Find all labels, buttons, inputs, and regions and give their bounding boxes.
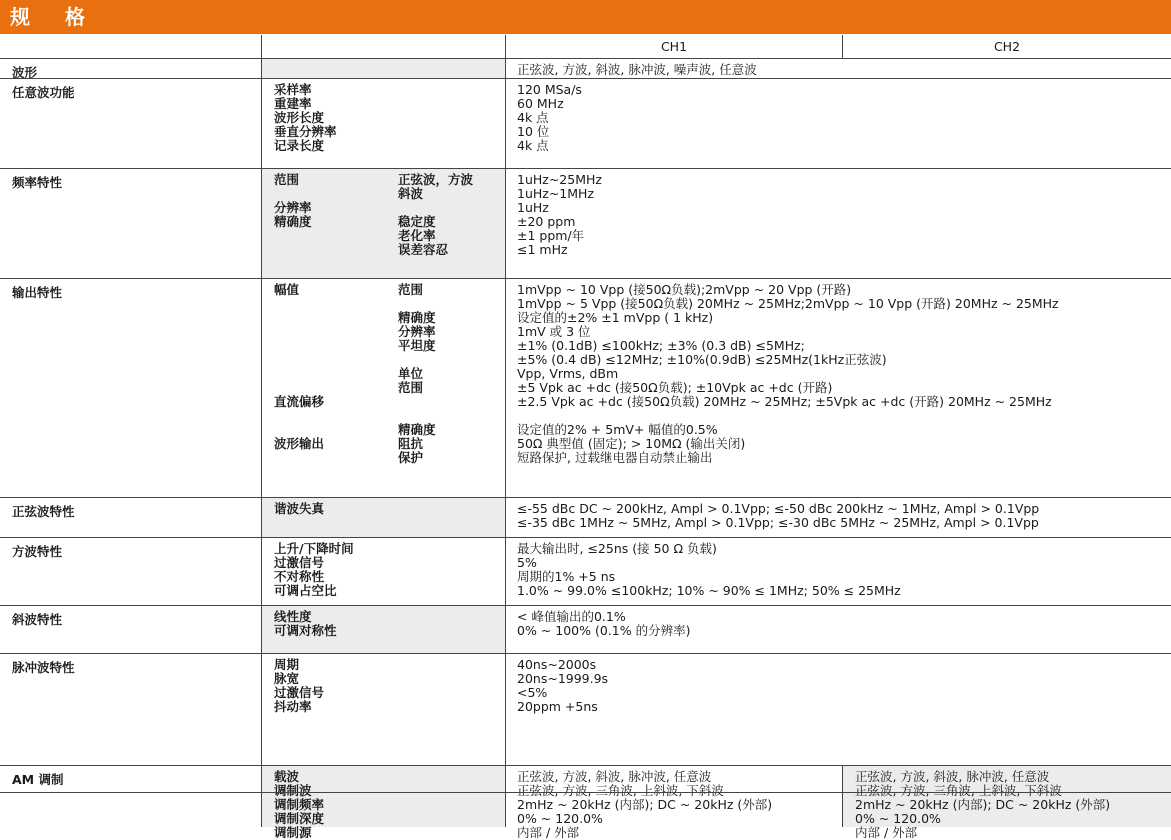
param-value-ch2: 正弦波, 方波, 斜波, 脉冲波, 任意波 [855,769,1050,784]
param-value: ±5% (0.4 dB) ≤12MHz; ±10%(0.9dB) ≤25MHz(1kHz正弦波) [517,352,887,367]
section-name: AM 调制 [0,766,262,827]
param-values [506,279,1171,497]
param-value: 2mHz ~ 20kHz (内部); DC ~ 20kHz (外部) [517,797,773,812]
table-bottom-rule [0,792,1171,793]
param-sub-label: 平坦度 [398,338,436,353]
param-sub-label: 正弦波，方波 [398,172,474,187]
param-labels [262,498,506,537]
param-value: 1mVpp ~ 10 Vpp (接50Ω负载);2mVpp ~ 20 Vpp (开路) [517,282,852,297]
param-label: 可调占空比 [274,583,337,598]
param-label: 波形输出 [274,436,325,451]
spec-row [0,537,1171,605]
param-value: ≤-35 dBc 1MHz ~ 5MHz, Ampl > 0.1Vpp; ≤-30 dBc 5MHz ~ 25MHz, Ampl > 0.1Vpp [517,515,1039,530]
param-value: 10 位 [517,124,550,139]
param-label: 不对称性 [274,569,325,584]
param-value: 正弦波, 方波, 斜波, 脉冲波, 任意波 [517,769,712,784]
param-value: ±20 ppm [517,214,576,229]
header-ch2: CH2 [993,39,1021,54]
param-sub-label: 误差容忍 [398,242,449,257]
param-value: ≤-55 dBc DC ~ 200kHz, Ampl > 0.1Vpp; ≤-50 dBc 200kHz ~ 1MHz, Ampl > 0.1Vpp [517,501,1040,516]
param-value-ch2: 2mHz ~ 20kHz (内部); DC ~ 20kHz (外部) [855,797,1111,812]
param-value: 1uHz~25MHz [517,172,602,187]
param-value: Vpp, Vrms, dBm [517,366,619,381]
header-ch1-cell [506,35,843,58]
param-value: 1uHz~1MHz [517,186,595,201]
section-name: 波形 [0,59,262,78]
param-sub-label: 范围 [398,282,424,297]
param-value: 1uHz [517,200,549,215]
param-label: 抖动率 [274,699,312,714]
param-sub-label: 精确度 [398,422,436,437]
param-value: 0% ~ 100% (0.1% 的分辨率) [517,623,691,638]
param-labels [262,606,506,653]
param-values [506,538,1171,605]
section-name: 输出特性 [0,279,262,497]
param-label: 采样率 [274,82,312,97]
param-value: 60 MHz [517,96,564,111]
spec-row [0,765,1171,840]
section-name: 脉冲波特性 [0,654,262,765]
param-value-ch2: 内部 / 外部 [855,825,918,840]
param-label: 可调对称性 [274,623,337,638]
spec-row [0,278,1171,497]
param-sub-label: 精确度 [398,310,436,325]
param-value: 20ppm +5ns [517,699,598,714]
spec-row [0,78,1171,168]
param-values [506,766,843,840]
param-sub-label: 稳定度 [398,214,436,229]
param-label: 载波 [274,769,300,784]
param-label: 分辨率 [274,200,312,215]
param-label: 调制源 [274,825,312,840]
param-label: 谐波失真 [274,501,325,516]
param-value: < 峰值输出的0.1% [517,609,626,624]
param-label: 重建率 [274,96,312,111]
param-label: 上升/下降时间 [274,541,354,556]
param-labels [262,59,506,78]
param-values-ch2 [843,766,1171,840]
param-value: 设定值的2% + 5mV+ 幅值的0.5% [517,422,718,437]
param-value: ±1 ppm/年 [517,228,585,243]
param-label: 范围 [274,172,300,187]
spec-row [0,58,1171,78]
param-label: 调制频率 [274,797,325,812]
spec-row [0,605,1171,653]
param-value: 内部 / 外部 [517,825,580,840]
param-values [506,654,1171,765]
param-label: 过激信号 [274,685,325,700]
param-sub-label: 分辨率 [398,324,436,339]
spec-row [0,497,1171,537]
param-value: 20ns~1999.9s [517,671,609,686]
section-name: 频率特性 [0,169,262,278]
param-value: ±1% (0.1dB) ≤100kHz; ±3% (0.3 dB) ≤5MHz; [517,338,805,353]
param-sub-label: 阻抗 [398,436,424,451]
page-title: 规 格 [0,0,1171,34]
param-sub-label: 老化率 [398,228,436,243]
param-labels [262,538,506,605]
param-labels [262,279,506,497]
param-label: 幅值 [274,282,300,297]
param-label: 周期 [274,657,300,672]
param-value: 50Ω 典型值 (固定); > 10MΩ (输出关闭) [517,436,746,451]
param-label: 过激信号 [274,555,325,570]
param-label: 调制波 [274,783,312,798]
param-values [506,59,1171,78]
table-header [0,35,1171,58]
header-blank [0,35,262,58]
param-label: 波形长度 [274,110,325,125]
param-label: 线性度 [274,609,312,624]
param-value: 1mVpp ~ 5 Vpp (接50Ω负载) 20MHz ~ 25MHz;2mVpp ~ 10 Vpp (开路) 20MHz ~ 25MHz [517,296,1059,311]
param-value: ≤1 mHz [517,242,568,257]
param-value: <5% [517,685,548,700]
param-value: ±5 Vpk ac +dc (接50Ω负载); ±10Vpk ac +dc (开路) [517,380,833,395]
param-values [506,606,1171,653]
param-label: 脉宽 [274,671,300,686]
param-value-ch2: 0% ~ 120.0% [855,811,941,826]
param-value: 4k 点 [517,110,549,125]
param-sub-label: 单位 [398,366,424,381]
section-name: 方波特性 [0,538,262,605]
section-name: 任意波功能 [0,79,262,168]
param-label: 记录长度 [274,138,325,153]
param-value: 120 MSa/s [517,82,582,97]
param-sub-label: 范围 [398,380,424,395]
header-ch2-cell [843,35,1171,58]
param-value: 1.0% ~ 99.0% ≤100kHz; 10% ~ 90% ≤ 1MHz; 50% ≤ 25MHz [517,583,901,598]
spec-row [0,168,1171,278]
param-label: 调制深度 [274,811,325,826]
param-value: 设定值的±2% ±1 mVpp ( 1 kHz) [517,310,714,325]
section-name: 正弦波特性 [0,498,262,537]
param-label: 精确度 [274,214,312,229]
param-value: 40ns~2000s [517,657,597,672]
param-values [506,169,1171,278]
param-labels [262,79,506,168]
param-labels [262,766,506,840]
spec-row [0,653,1171,765]
param-value: 正弦波, 方波, 斜波, 脉冲波, 噪声波, 任意波 [517,62,757,77]
param-values [506,498,1171,537]
header-ch1: CH1 [660,39,688,54]
param-label: 直流偏移 [274,394,325,409]
param-sub-label: 保护 [398,450,424,465]
param-value: 1mV 或 3 位 [517,324,591,339]
param-value: 最大输出时, ≤25ns (接 50 Ω 负载) [517,541,717,556]
param-value: ±2.5 Vpk ac +dc (接50Ω负载) 20MHz ~ 25MHz; ±5Vpk ac +dc (开路) 20MHz ~ 25MHz [517,394,1052,409]
section-name: 斜波特性 [0,606,262,653]
param-value: 0% ~ 120.0% [517,811,603,826]
param-value: 4k 点 [517,138,549,153]
param-value-ch2: 正弦波, 方波, 三角波, 上斜波, 下斜波 [855,783,1062,798]
param-labels [262,169,506,278]
param-value: 周期的1% +5 ns [517,569,616,584]
param-labels [262,654,506,765]
param-value: 正弦波, 方波, 三角波, 上斜波, 下斜波 [517,783,724,798]
header-blank-2 [262,35,506,58]
param-label: 垂直分辨率 [274,124,337,139]
param-sub-label: 斜波 [398,186,424,201]
param-value: 短路保护, 过载继电器自动禁止输出 [517,450,713,465]
param-values [506,79,1171,168]
param-value: 5% [517,555,537,570]
